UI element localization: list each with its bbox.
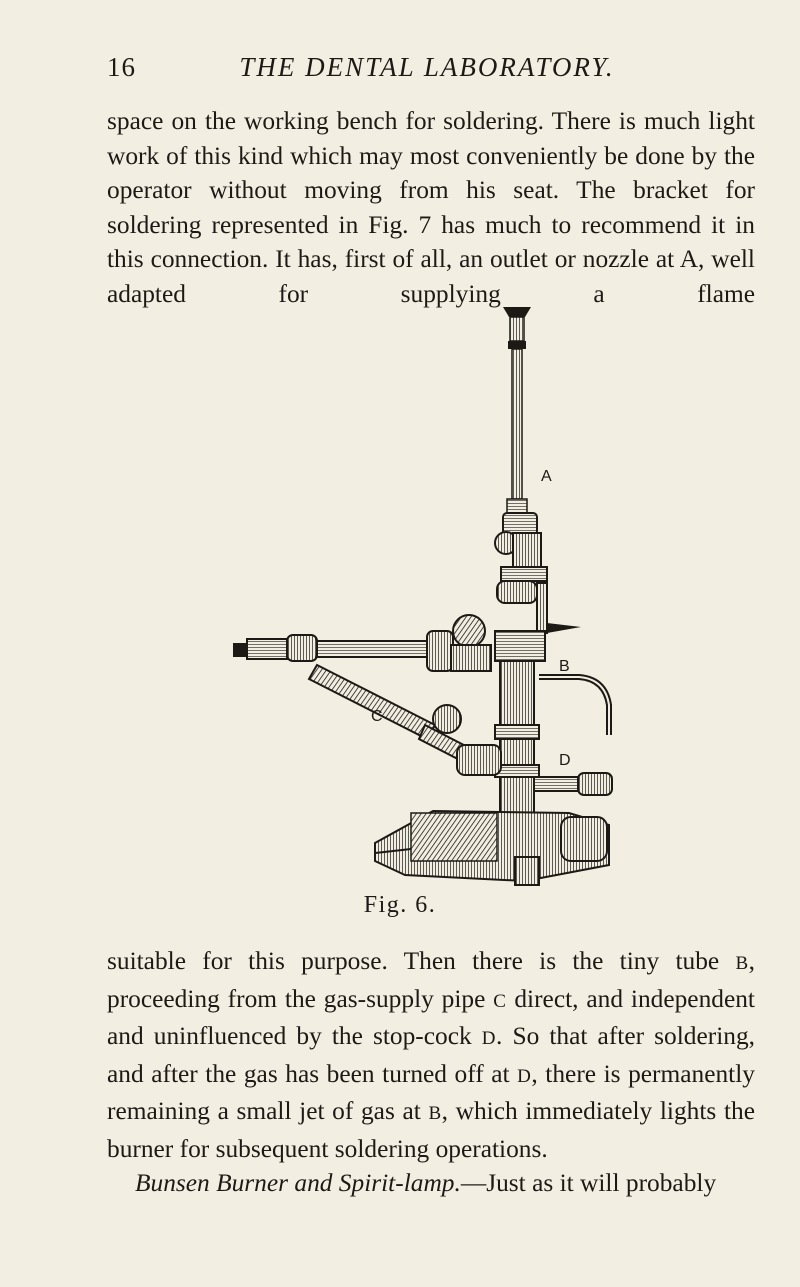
paragraph-bottom: [107, 944, 755, 1201]
nozzle-a: [503, 307, 531, 513]
running-head: THE DENTAL LABORATORY.: [239, 52, 615, 82]
label-c: C: [371, 708, 383, 725]
para-run: —Just as it will probably: [460, 1169, 717, 1197]
bracket-illustration: [225, 305, 615, 890]
base-clamp: [375, 811, 609, 885]
label-b: B: [559, 658, 570, 675]
horizontal-arm: [233, 615, 491, 671]
para-run: , which immediately lights the burner for subsequent soldering operations.: [107, 1097, 755, 1163]
ref-c: C: [493, 990, 507, 1012]
ref-b: B: [428, 1103, 442, 1124]
section-heading: Bunsen Burner and Spirit-lamp.: [135, 1169, 461, 1197]
tube-b: [539, 677, 609, 735]
label-d: D: [559, 752, 571, 769]
para-run: direct, and independent and uninfluenced by the stop-cock: [107, 984, 755, 1050]
para-run: , there is permanently remaining a small jet of gas at: [107, 1059, 755, 1125]
page-number: 16: [107, 52, 136, 82]
ref-b: B: [735, 953, 749, 974]
ref-d: D: [517, 1065, 532, 1087]
paragraph-top: space on the working bench for soldering. There is much light work of this kind which may most conveniently be done by the operator without moving from his seat. The bracket for soldering represented in Fig. 7 has much to recommend it in this connection. It has, first of all, an outlet or nozzle at A, well adapted for supplying a flame: [107, 107, 755, 308]
para-run: suitable for this purpose. Then there is the tiny tube: [107, 947, 736, 975]
page-header: [107, 52, 747, 92]
ref-d: D: [481, 1028, 497, 1049]
para-run: , proceeding from the gas-supply pipe: [107, 947, 755, 1013]
supply-pipe-c: [309, 665, 501, 775]
stop-cock-d: [534, 773, 612, 795]
para-run: . So that after soldering, and after the gas has been turned off at: [107, 1022, 755, 1088]
figure-caption: Fig. 6.: [363, 892, 437, 918]
figure-bunsen-bracket: [225, 305, 615, 890]
upper-fittings: [495, 513, 581, 633]
label-a: A: [541, 468, 552, 485]
